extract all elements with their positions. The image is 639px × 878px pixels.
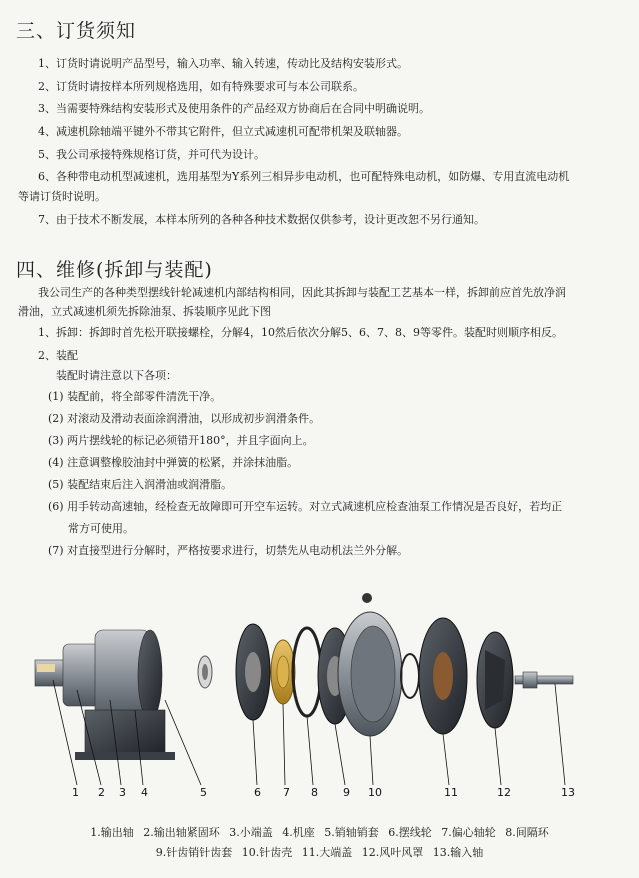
legend-item: 6.摆线轮	[388, 826, 432, 839]
callout-8: 8	[311, 786, 318, 799]
legend-item: 5.销轴销套	[324, 826, 379, 839]
large-end-cover	[401, 618, 467, 734]
assembly-item-1: (1) 装配前，将全部零件清洗干净。	[48, 390, 222, 403]
callout-7: 7	[283, 786, 290, 799]
parts-legend-row-1	[0, 826, 639, 840]
maintenance-intro-2: 滑油，立式减速机须先拆除油泵、拆装顺序见此下图	[18, 305, 271, 318]
maintenance-intro-1: 我公司生产的各种类型摆线针轮减速机内部结构相同，因此其拆卸与装配工艺基本一样，拆卸前应首先放净润	[38, 286, 566, 299]
assembly-item-6: (6) 用手转动高速轴，经检查无故障即可开空车运转。对立式减速机应检查油泵工作情况是否良好，若均正	[48, 500, 563, 513]
reducer-base-assembly	[35, 630, 175, 760]
callout-4: 4	[141, 786, 148, 799]
order-note-6-cont: 等请订货时说明。	[18, 190, 106, 203]
assembly-item-5: (5) 装配结束后注入润滑油或润滑脂。	[48, 478, 233, 491]
callout-1: 1	[72, 786, 79, 799]
callout-2: 2	[98, 786, 105, 799]
legend-item: 4.机座	[282, 826, 315, 839]
legend-item: 8.间隔环	[505, 826, 549, 839]
callout-12: 12	[497, 786, 511, 799]
assembly-title: 2、装配	[38, 349, 78, 362]
legend-item: 12.风叶风罩	[361, 846, 424, 859]
fan-cover	[477, 632, 513, 728]
pin-gear-housing	[338, 593, 402, 736]
legend-item: 1.输出轴	[90, 826, 134, 839]
parts-legend-row-2	[0, 846, 639, 860]
legend-item: 11.大端盖	[301, 846, 353, 859]
disassembly-note: 1、拆卸：拆卸时首先松开联接螺栓，分解4，10然后依次分解5、6、7、8、9等零件。装配时则顺序相反。	[38, 326, 563, 339]
assembly-item-4: (4) 注意调整橡胶油封中弹簧的松紧，并涂抹油脂。	[48, 456, 299, 469]
callout-5: 5	[200, 786, 207, 799]
order-note-1: 1、订货时请说明产品型号，输入功率、输入转速，传动比及结构安装形式。	[38, 57, 408, 70]
cycloid-disc-1	[236, 624, 270, 720]
assembly-item-3: (3) 两片摆线轮的标记必须错开180°，并且字面向上。	[48, 434, 314, 447]
spacer-ring	[293, 628, 321, 716]
order-note-7: 7、由于技术不断发展，本样本所列的各种各种技术数据仅供参考，设计更改恕不另行通知。	[38, 213, 485, 226]
input-shaft	[515, 672, 573, 688]
legend-item: 9.针齿销针齿套	[155, 846, 233, 859]
order-note-5: 5、我公司承接特殊规格订货，并可代为设计。	[38, 148, 265, 161]
pin-bushing	[198, 656, 212, 688]
order-note-4: 4、减速机除轴端平键外不带其它附件，但立式减速机可配带机架及联轴器。	[38, 125, 408, 138]
callout-6: 6	[254, 786, 261, 799]
callout-11: 11	[444, 786, 458, 799]
order-note-2: 2、订货时请按样本所列规格选用，如有特殊要求可与本公司联系。	[38, 80, 364, 93]
order-note-6: 6、各种带电动机型减速机，选用基型为Y系列三相异步电动机，也可配特殊电动机，如防爆、专用直流电动机	[38, 170, 570, 183]
order-note-3: 3、当需要特殊结构安装形式及使用条件的产品经双方协商后在合同中明确说明。	[38, 102, 430, 115]
exploded-view-diagram	[15, 580, 625, 810]
assembly-item-2: (2) 对滚动及滑动表面涂润滑油，以形成初步润滑条件。	[48, 412, 321, 425]
callout-10: 10	[368, 786, 382, 799]
eccentric-bearing	[271, 640, 295, 704]
callout-13: 13	[561, 786, 575, 799]
callout-3: 3	[119, 786, 126, 799]
legend-item: 2.输出轴紧固环	[143, 826, 220, 839]
callout-9: 9	[343, 786, 350, 799]
assembly-note: 装配时请注意以下各项：	[56, 369, 177, 382]
assembly-item-6-cont: 常方可使用。	[68, 522, 134, 535]
legend-item: 13.输入轴	[432, 846, 484, 859]
legend-item: 10.针齿壳	[241, 846, 293, 859]
legend-item: 3.小端盖	[229, 826, 273, 839]
assembly-item-7: (7) 对直接型进行分解时，严格按要求进行，切禁先从电动机法兰外分解。	[48, 544, 409, 557]
section-4-heading: 四、维修(拆卸与装配)	[16, 259, 213, 281]
legend-item: 7.偏心轴轮	[441, 826, 496, 839]
section-3-heading: 三、订货须知	[16, 20, 137, 42]
